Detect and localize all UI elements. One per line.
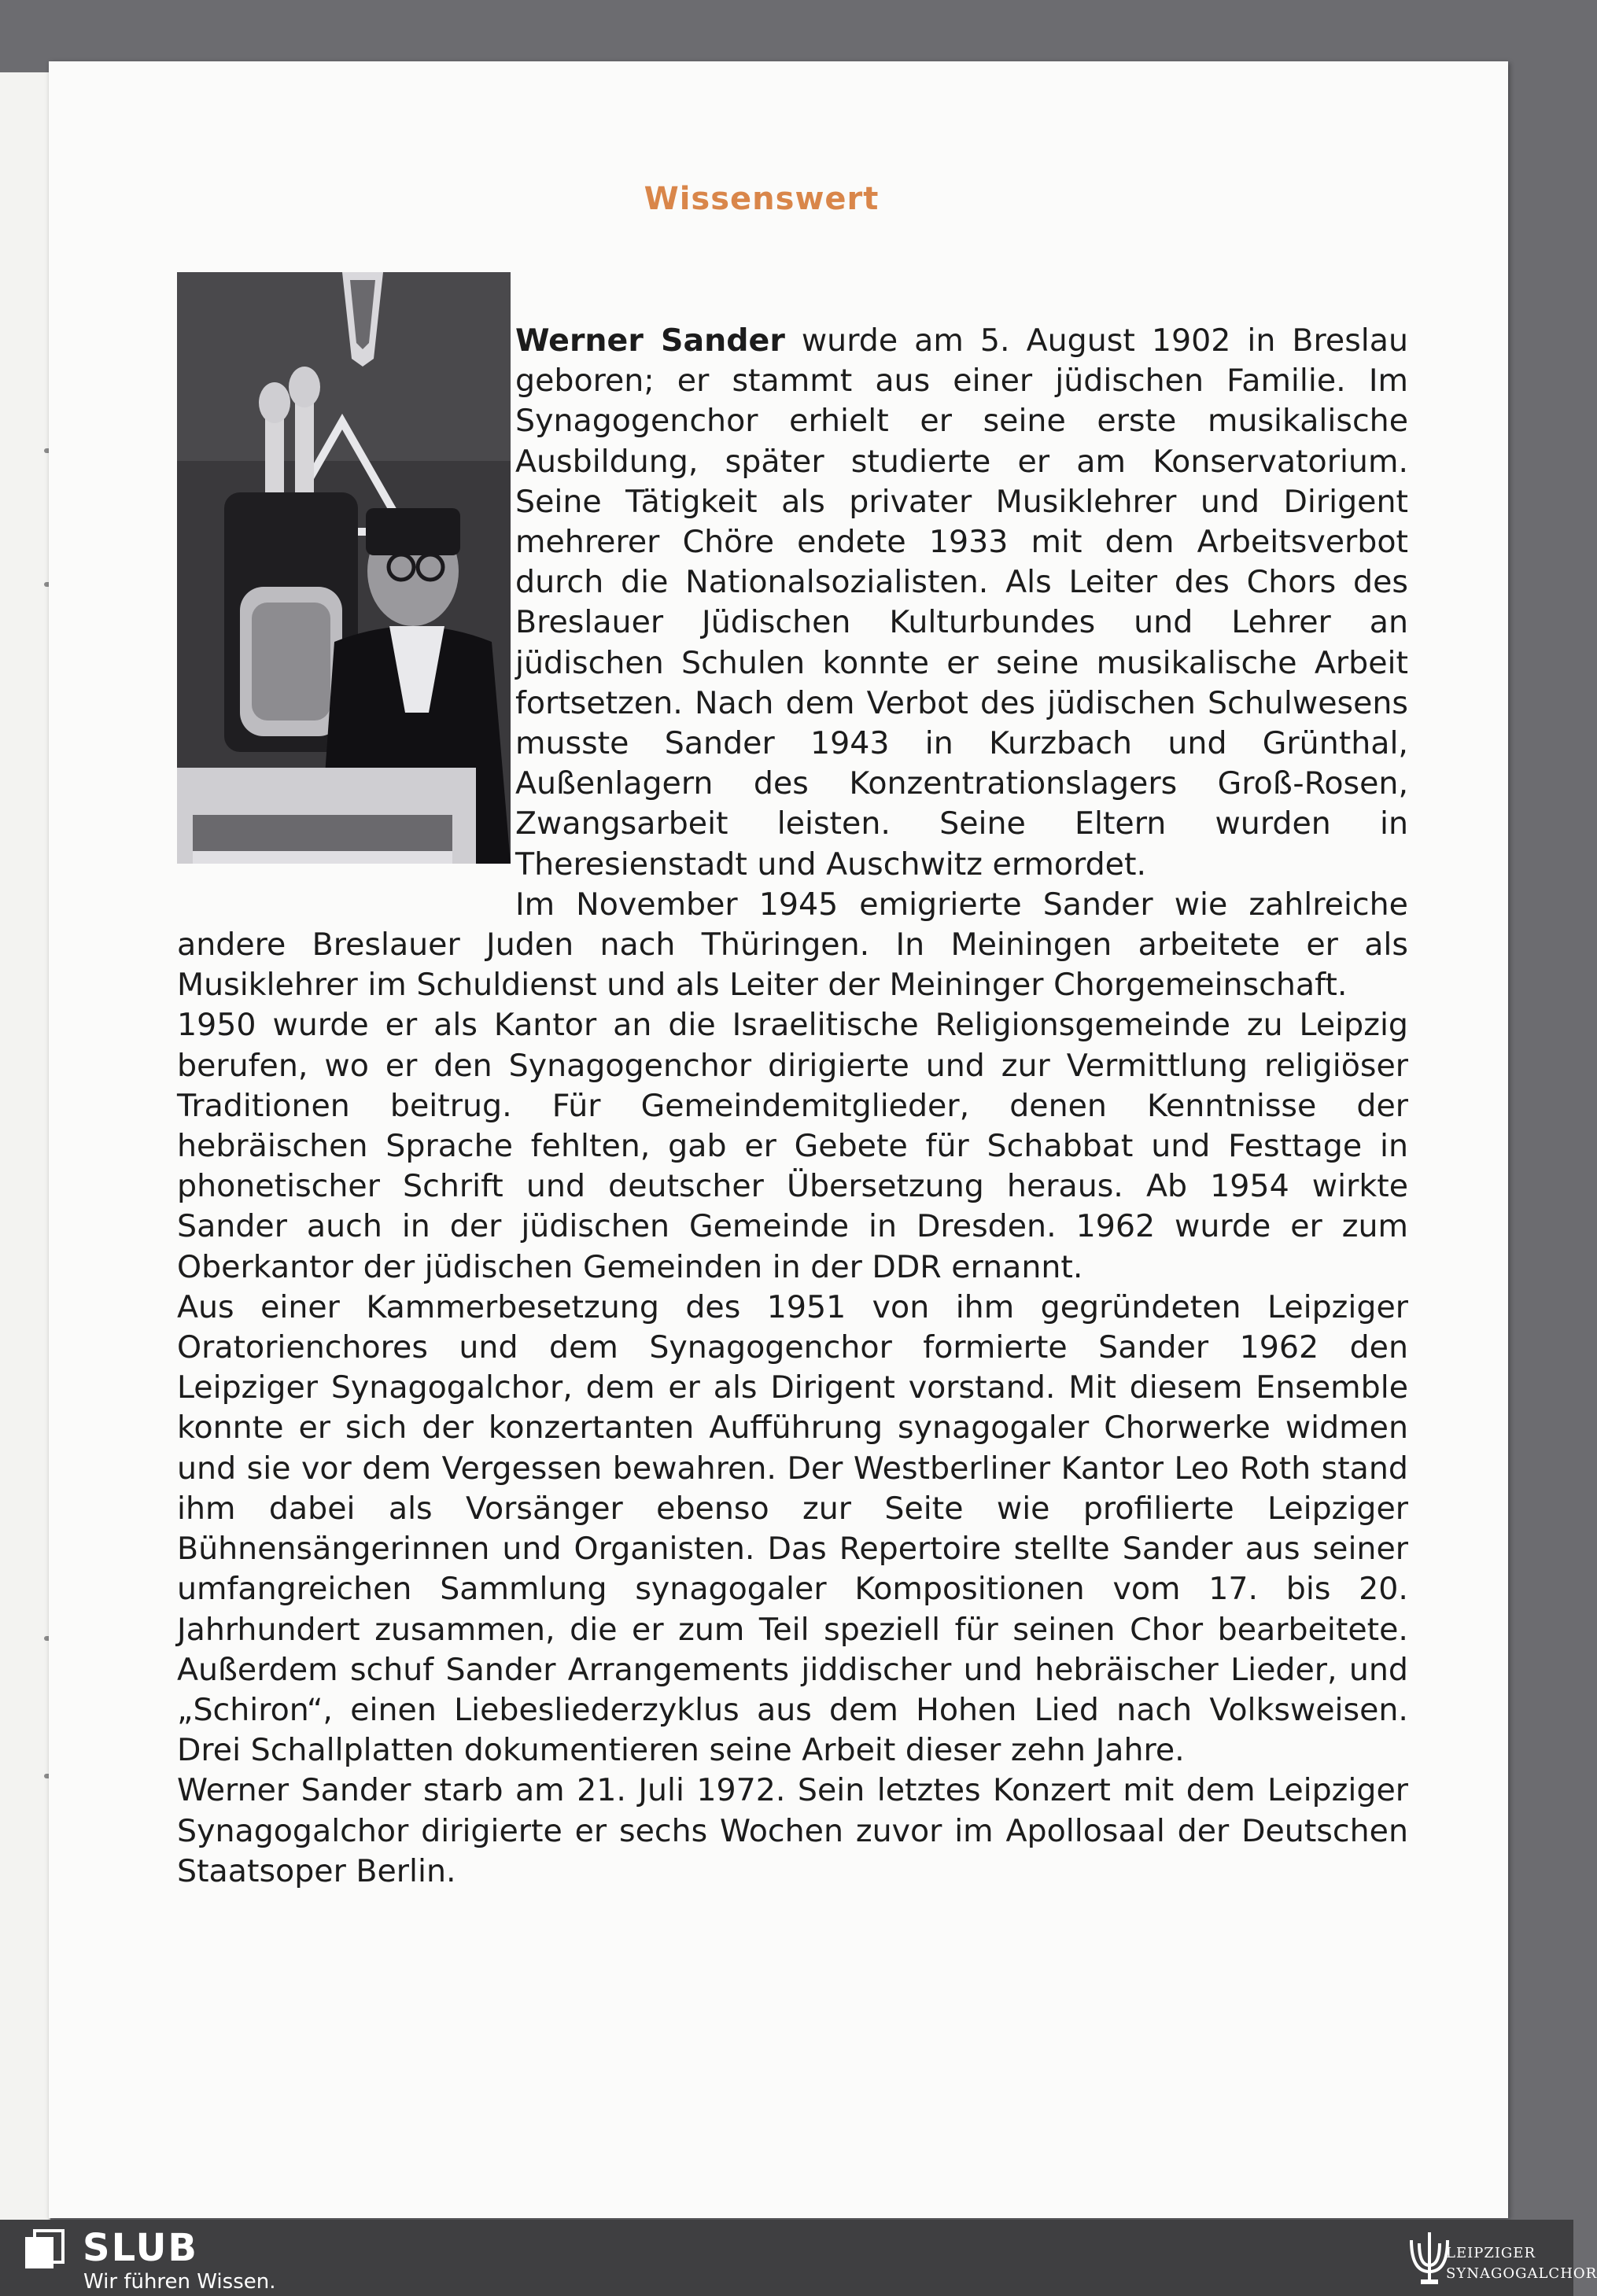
slub-logo-icon[interactable] [22,2229,66,2273]
paragraph: Im November 1945 emigrierte Sander wie zahlreiche andere Breslauer Juden nach Thüringen. In Meiningen arbeitete er als Musiklehrer im Schuldienst und als Leiter der Meininger Chorgemeinschaft. [177,886,1408,1004]
choir-name-line1: LEIPZIGER [1446,2245,1536,2261]
library-claim: Wir führen Wissen. [83,2270,276,2294]
paragraph: Aus einer Kammerbesetzung des 1951 von ihm gegründeten Leipziger Oratorienchores und dem Synagogenchor formierte Sander 1962 den Leipziger Synagogalchor, dem er als Dirigent vorstand. Mit diesem Ensemble konnte er sich der konzertanten Aufführung synagogaler Chorwerke widmen und sie vor dem Vergessen bewahren. Der Westberliner Kantor Leo Roth stand ihm dabei als Vorsänger ebenso zur Seite wie profilierte Leipziger Bühnensängerinnen und Organisten. Das Repertoire stellte Sander aus seiner umfangreichen Sammlung synagogaler Kompositionen vom 17. bis 20. Jahrhundert zusammen, die er zum Teil speziell für seinen Chor bearbeitete. Außerdem schuf Sander Arrangements jiddischer und hebräischer Lieder, und „Schiron“, einen Liebesliederzyklus aus dem Hohen Lied nach Volksweisen. Drei Schallplatten dokumentieren seine Arbeit dieser zehn Jahre. [177,1288,1408,1769]
paragraph: 1950 wurde er als Kantor an die Israelitische Religionsgemeinde zu Leipzig berufen, wo er den Synagogenchor dirigierte und zur Vermittlung religiöser Traditionen beitrug. Für Gemeindemitglieder, denen Kenntnisse der hebräischen Sprache fehlten, gab er Gebete für Schabbat und Festtage in phonetischer Schrift und deutscher Übersetzung heraus. Ab 1954 wirkte Sander auch in der jüdischen Gemeinde in Dresden. 1962 wurde er zum Oberkantor der jüdischen Gemeinden in der DDR ernannt. [177,1007,1408,1285]
page-title: Wissenswert [644,181,880,217]
library-name: SLUB [83,2226,199,2270]
choir-name-line2: SYNAGOGALCHOR [1446,2265,1597,2282]
paragraph: Werner Sander starb am 21. Juli 1972. Sein letztes Konzert mit dem Leipziger Synagogalchor dirigierte er sechs Wochen zuvor im Apollosaal der Deutschen Staatsoper Berlin. [177,1772,1408,1889]
lead-name: Werner Sander [515,322,785,359]
document-page [49,61,1508,2218]
lead-text: wurde am 5. August 1902 in Breslau geboren; er stammt aus einer jüdischen Familie. Im Synagogenchor erhielt er seine erste musikalische Ausbildung, später studierte er am Konservatorium. Seine Tätigkeit als privater Musiklehrer und Dirigent mehrerer Chöre endete 1933 mit dem Arbeitsverbot durch die Nationalsozialisten. Als Leiter des Chors des Breslauer Jüdischen Kulturbundes und Lehrer an jüdischen Schulen konnte er seine musikalische Arbeit fortsetzen. Nach dem Verbot des jüdischen Schulwesens musste Sander 1943 in Kurzbach und Grünthal, Außenlagern des Konzentrationslagers Groß-Rosen, Zwangsarbeit leisten. Seine Eltern wurden in Theresienstadt und Auschwitz ermordet. [515,322,1409,883]
left-page-edge [0,72,50,2220]
article-body [177,321,1408,1892]
photo-float-spacer [177,272,515,919]
footer-bar [0,2220,1597,2296]
choir-name [1446,2243,1597,2284]
